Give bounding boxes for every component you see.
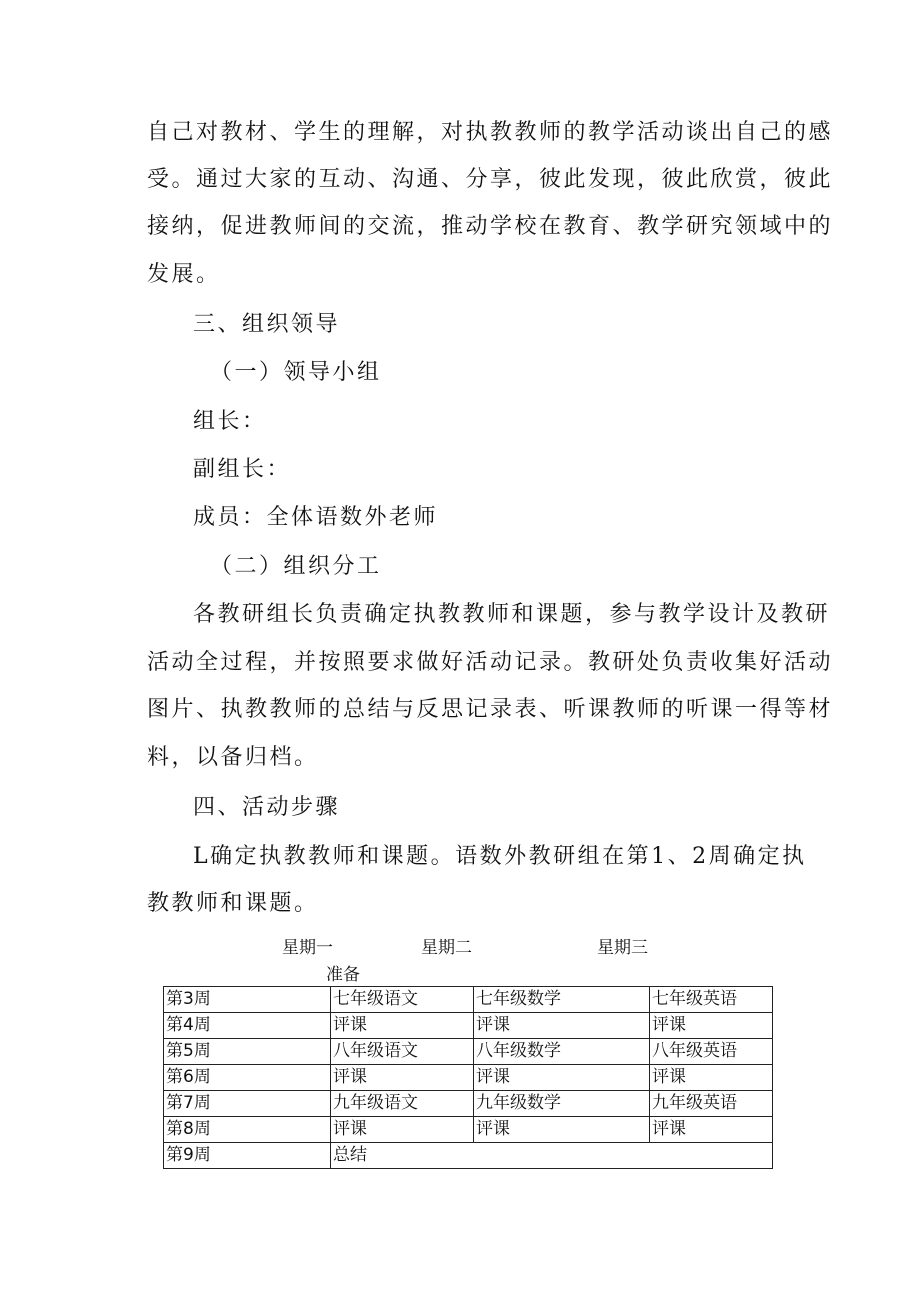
table-row xyxy=(164,1065,773,1091)
body-text-line: 接纳，促进教师间的交流，推动学校在教育、教学研究领域中的 xyxy=(147,214,834,239)
table-cell: 第8周 xyxy=(164,1117,331,1143)
table-cell: 八年级数学 xyxy=(474,1039,650,1065)
table-row xyxy=(164,987,773,1013)
table-header-monday: 星期一 xyxy=(282,938,333,958)
schedule-table xyxy=(163,986,773,1169)
body-text-line: 成员：全体语数外老师 xyxy=(193,505,439,530)
table-cell: 七年级数学 xyxy=(474,987,650,1013)
table-cell: 九年级数学 xyxy=(474,1091,650,1117)
table-row xyxy=(164,1091,773,1117)
table-header-tuesday: 星期二 xyxy=(421,938,472,958)
table-cell: 第9周 xyxy=(164,1143,331,1169)
table-subheader: 准备 xyxy=(326,965,360,985)
table-cell: 八年级语文 xyxy=(331,1039,474,1065)
table-row xyxy=(164,1013,773,1039)
table-cell: 评课 xyxy=(650,1065,773,1091)
table-cell: 评课 xyxy=(331,1013,474,1039)
body-text-line: 组长： xyxy=(193,409,267,434)
section-heading: 四、活动步骤 xyxy=(193,795,341,820)
table-cell: 九年级语文 xyxy=(331,1091,474,1117)
body-text-line: 图片、执教教师的总结与反思记录表、听课教师的听课一得等材 xyxy=(147,697,834,722)
subsection-heading: （一）领导小组 xyxy=(210,360,382,385)
table-row xyxy=(164,1039,773,1065)
table-cell: 评课 xyxy=(650,1013,773,1039)
body-text-line: 活动全过程，并按照要求做好活动记录。教研处负责收集好活动 xyxy=(147,650,834,675)
body-text-line: 发展。 xyxy=(147,262,221,287)
body-text-line: 自己对教材、学生的理解，对执教教师的教学活动谈出自己的感 xyxy=(147,120,834,145)
table-cell: 八年级英语 xyxy=(650,1039,773,1065)
table-cell: 评课 xyxy=(650,1117,773,1143)
body-text-line: L确定执教教师和课题。语数外教研组在第1、2周确定执 xyxy=(193,844,807,869)
body-text-line: 教教师和课题。 xyxy=(147,891,319,916)
body-text-line: 各教研组长负责确定执教教师和课题，参与教学设计及教研 xyxy=(193,602,831,627)
table-cell: 评课 xyxy=(331,1065,474,1091)
table-cell: 评课 xyxy=(474,1065,650,1091)
subsection-heading: （二）组织分工 xyxy=(210,554,382,579)
section-heading: 三、组织领导 xyxy=(193,312,341,337)
table-row xyxy=(164,1117,773,1143)
table-cell: 九年级英语 xyxy=(650,1091,773,1117)
table-cell: 第6周 xyxy=(164,1065,331,1091)
table-cell: 总结 xyxy=(331,1143,773,1169)
table-cell: 评课 xyxy=(474,1013,650,1039)
table-row xyxy=(164,1143,773,1169)
table-cell: 第7周 xyxy=(164,1091,331,1117)
table-cell: 评课 xyxy=(331,1117,474,1143)
table-cell: 第4周 xyxy=(164,1013,331,1039)
table-cell: 七年级英语 xyxy=(650,987,773,1013)
table-cell: 评课 xyxy=(474,1117,650,1143)
table-cell: 第5周 xyxy=(164,1039,331,1065)
table-cell: 七年级语文 xyxy=(331,987,474,1013)
table-cell: 第3周 xyxy=(164,987,331,1013)
table-header-wednesday: 星期三 xyxy=(597,938,648,958)
body-text-line: 副组长： xyxy=(193,457,292,482)
body-text-line: 料，以备归档。 xyxy=(147,745,319,770)
body-text-line: 受。通过大家的互动、沟通、分享，彼此发现，彼此欣赏，彼此 xyxy=(147,167,834,192)
